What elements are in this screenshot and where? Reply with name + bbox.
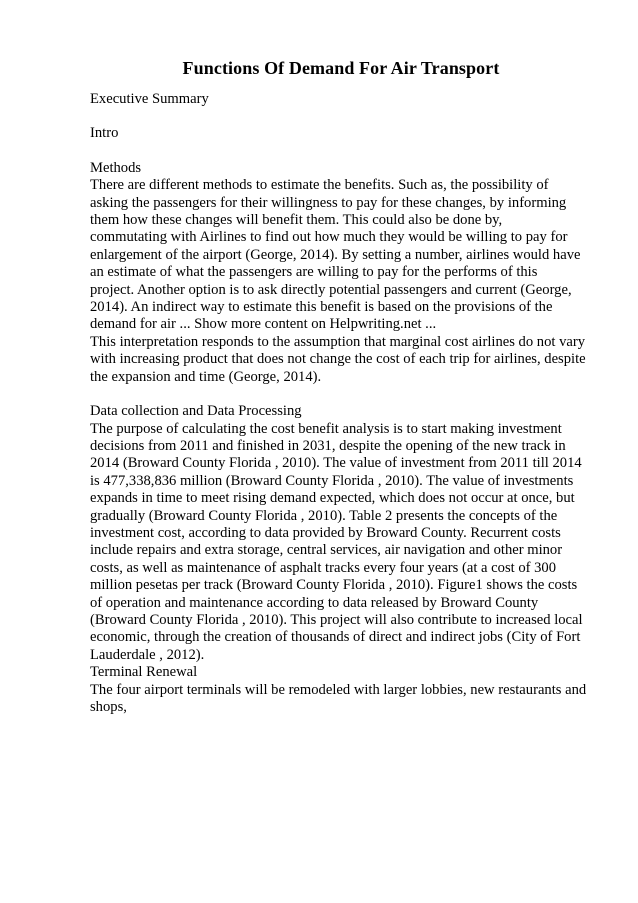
data-collection-body [90, 421, 590, 665]
text-line: them how these changes will benefit them. This could also be done by, [90, 212, 503, 229]
show-more-line: demand for air ... Show more content on Helpwriting.net ... [90, 316, 437, 333]
intro-heading: Intro [90, 125, 119, 142]
text-line: enlargement of the airport (George, 2014). By setting a number, airlines would have [90, 246, 581, 263]
text-line: of operation and maintenance according to data released by Broward County [90, 594, 539, 611]
text-line: costs, as well as maintenance of asphalt tracks every four years (at a cost of 300 [90, 559, 557, 576]
text-line: project. Another option is to ask directly potential passengers and current (George, [90, 281, 572, 298]
terminal-renewal-heading: Terminal Renewal [90, 664, 198, 681]
text-line: 2014 (Broward County Florida , 2010). The value of investment from 2011 till 2014 [90, 455, 582, 472]
text-line: million pesetas per track (Broward County Florida , 2010). Figure1 shows the costs [90, 577, 578, 594]
spacer [90, 108, 590, 125]
spacer [90, 386, 590, 403]
terminal-renewal-body [90, 682, 590, 717]
methods-heading: Methods [90, 159, 142, 176]
text-line: the expansion and time (George, 2014). [90, 368, 322, 385]
text-line: There are different methods to estimate the benefits. Such as, the possibility of [90, 177, 549, 194]
data-collection-heading: Data collection and Data Processing [90, 403, 302, 420]
text-line: The four airport terminals will be remodeled with larger lobbies, new restaurants and [90, 681, 587, 698]
text-line: expands in time to meet rising demand expected, which does not occur at once, but [90, 490, 575, 507]
text-line: with increasing product that does not change the cost of each trip for airlines, despite [90, 351, 586, 368]
text-line: 2014). An indirect way to estimate this benefit is based on the provisions of the [90, 299, 553, 316]
text-line: Lauderdale , 2012). [90, 646, 205, 663]
text-line: gradually (Broward County Florida , 2010). Table 2 presents the concepts of the [90, 507, 558, 524]
text-line: an estimate of what the passengers are willing to pay for the performs of this [90, 264, 538, 281]
text-line: is 477,338,836 million (Broward County Florida , 2010). The value of investments [90, 472, 574, 489]
text-line: asking the passengers for their willingness to pay for these changes, by informing [90, 194, 567, 211]
text-line: decisions from 2011 and finished in 2031, despite the opening of the new track in [90, 437, 566, 454]
text-line: The purpose of calculating the cost benefit analysis is to start making investment [90, 420, 562, 437]
text-line: commutating with Airlines to find out how much they would be willing to pay for [90, 229, 568, 246]
text-line: investment cost, according to data provided by Broward County. Recurrent costs [90, 524, 561, 541]
text-line: This interpretation responds to the assumption that marginal cost airlines do not vary [90, 333, 586, 350]
text-line: economic, through the creation of thousands of direct and indirect jobs (City of Fort [90, 629, 581, 646]
text-line: (Broward County Florida , 2010). This project will also contribute to increased local [90, 611, 583, 628]
document-title: Functions Of Demand For Air Transport [182, 58, 500, 78]
text-line: shops, [90, 699, 127, 715]
text-line: include repairs and extra storage, central services, air navigation and other minor [90, 542, 563, 559]
executive-summary-heading: Executive Summary [90, 91, 209, 107]
methods-body [90, 177, 590, 386]
document-page [90, 58, 590, 716]
spacer [90, 143, 590, 160]
